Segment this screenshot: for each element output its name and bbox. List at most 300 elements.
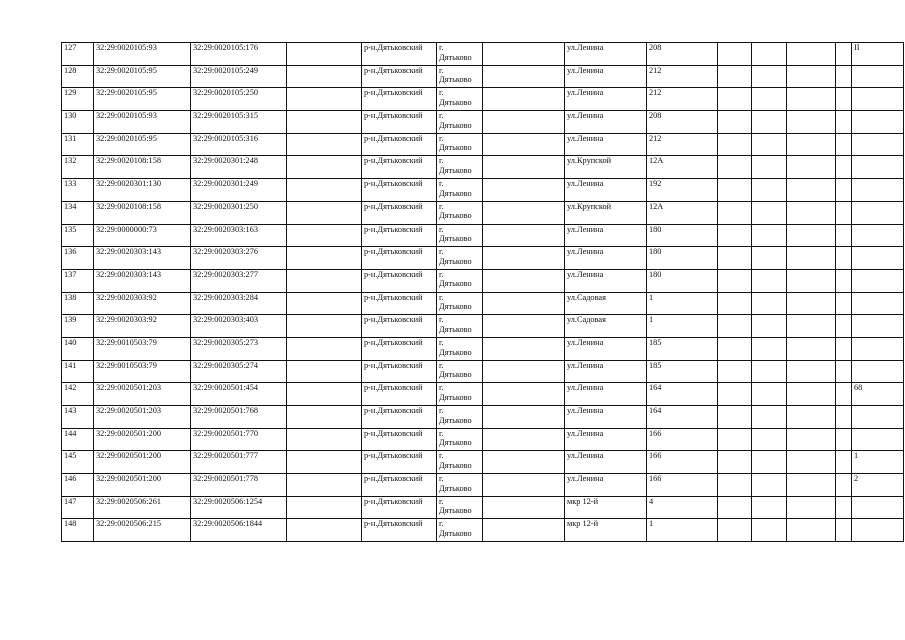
empty-cell <box>752 406 787 429</box>
table-row <box>62 406 904 429</box>
empty-cell <box>483 428 565 451</box>
house-number-cell: 192 <box>647 179 718 202</box>
empty-cell <box>836 179 852 202</box>
object-cadastral-number-cell: 32:29:0020301:249 <box>191 179 287 202</box>
empty-cell <box>718 474 752 497</box>
land-parcel-number-cell: 32:29:0020506:261 <box>94 496 191 519</box>
city-name: Дятьково <box>439 506 472 516</box>
empty-cell <box>836 451 852 474</box>
land-parcel-number-cell: 32:29:0020303:92 <box>94 315 191 338</box>
empty-cell <box>483 451 565 474</box>
city-name: Дятьково <box>439 188 472 198</box>
house-number-cell: 1 <box>647 292 718 315</box>
row-number-cell: 148 <box>62 519 94 542</box>
object-cadastral-number-cell: 32:29:0020303:276 <box>191 247 287 270</box>
empty-cell <box>718 43 752 66</box>
district-cell: р-н.Дятьковский <box>362 269 437 292</box>
object-cadastral-number-cell: 32:29:0020501:778 <box>191 474 287 497</box>
empty-cell <box>836 315 852 338</box>
empty-cell <box>718 315 752 338</box>
street-cell: ул.Ленина <box>565 88 647 111</box>
empty-cell <box>483 247 565 270</box>
city-cell <box>437 383 483 406</box>
land-parcel-number-cell: 32:29:0020506:215 <box>94 519 191 542</box>
row-number-cell: 131 <box>62 133 94 156</box>
empty-cell <box>718 496 752 519</box>
city-prefix: г. <box>439 224 444 234</box>
city-prefix: г. <box>439 474 444 484</box>
house-number-cell: 180 <box>647 224 718 247</box>
empty-cell <box>787 406 836 429</box>
house-number-cell: 208 <box>647 43 718 66</box>
house-number-cell: 12А <box>647 201 718 224</box>
empty-cell <box>836 156 852 179</box>
street-cell: ул.Ленина <box>565 247 647 270</box>
empty-cell <box>787 292 836 315</box>
empty-cell <box>836 133 852 156</box>
empty-cell <box>836 292 852 315</box>
empty-cell <box>718 451 752 474</box>
object-cadastral-number-cell: 32:29:0020301:248 <box>191 156 287 179</box>
empty-cell <box>287 292 362 315</box>
empty-cell <box>483 315 565 338</box>
district-cell: р-н.Дятьковский <box>362 451 437 474</box>
empty-cell <box>287 496 362 519</box>
empty-cell <box>787 156 836 179</box>
empty-cell <box>752 474 787 497</box>
district-cell: р-н.Дятьковский <box>362 224 437 247</box>
empty-cell <box>483 224 565 247</box>
table-row <box>62 315 904 338</box>
house-number-cell: 166 <box>647 474 718 497</box>
object-cadastral-number-cell: 32:29:0020105:250 <box>191 88 287 111</box>
table-row <box>62 496 904 519</box>
empty-cell <box>718 224 752 247</box>
city-prefix: г. <box>439 65 444 75</box>
district-cell: р-н.Дятьковский <box>362 383 437 406</box>
empty-cell <box>287 519 362 542</box>
district-cell: р-н.Дятьковский <box>362 519 437 542</box>
table-body <box>62 43 904 542</box>
empty-cell <box>483 65 565 88</box>
city-cell <box>437 451 483 474</box>
apartment-cell <box>852 496 904 519</box>
empty-cell <box>287 179 362 202</box>
table-row <box>62 224 904 247</box>
row-number-cell: 135 <box>62 224 94 247</box>
city-prefix: г. <box>439 292 444 302</box>
city-cell <box>437 201 483 224</box>
object-cadastral-number-cell: 32:29:0020303:284 <box>191 292 287 315</box>
apartment-cell <box>852 156 904 179</box>
city-name: Дятьково <box>439 347 472 357</box>
empty-cell <box>483 269 565 292</box>
district-cell: р-н.Дятьковский <box>362 337 437 360</box>
apartment-cell <box>852 88 904 111</box>
row-number-cell: 129 <box>62 88 94 111</box>
row-number-cell: 136 <box>62 247 94 270</box>
table-row <box>62 428 904 451</box>
cadastral-table <box>61 42 904 542</box>
empty-cell <box>287 156 362 179</box>
street-cell: мкр 12-й <box>565 496 647 519</box>
empty-cell <box>718 247 752 270</box>
apartment-cell: II <box>852 43 904 66</box>
street-cell: ул.Ленина <box>565 337 647 360</box>
empty-cell <box>836 337 852 360</box>
street-cell: ул.Ленина <box>565 360 647 383</box>
city-prefix: г. <box>439 156 444 166</box>
city-name: Дятьково <box>439 143 472 153</box>
empty-cell <box>836 111 852 134</box>
street-cell: ул.Ленина <box>565 224 647 247</box>
city-prefix: г. <box>439 428 444 438</box>
empty-cell <box>483 43 565 66</box>
row-number-cell: 132 <box>62 156 94 179</box>
empty-cell <box>787 43 836 66</box>
row-number-cell: 141 <box>62 360 94 383</box>
city-cell <box>437 111 483 134</box>
table-row <box>62 133 904 156</box>
house-number-cell: 212 <box>647 65 718 88</box>
empty-cell <box>752 88 787 111</box>
street-cell: ул.Крупской <box>565 156 647 179</box>
row-number-cell: 144 <box>62 428 94 451</box>
empty-cell <box>483 474 565 497</box>
house-number-cell: 1 <box>647 315 718 338</box>
object-cadastral-number-cell: 32:29:0020501:777 <box>191 451 287 474</box>
empty-cell <box>483 337 565 360</box>
city-cell <box>437 474 483 497</box>
table-row <box>62 43 904 66</box>
city-cell <box>437 43 483 66</box>
city-name: Дятьково <box>439 438 472 448</box>
empty-cell <box>718 383 752 406</box>
street-cell: ул.Ленина <box>565 451 647 474</box>
city-name: Дятьково <box>439 234 472 244</box>
empty-cell <box>787 360 836 383</box>
row-number-cell: 147 <box>62 496 94 519</box>
object-cadastral-number-cell: 32:29:0020105:249 <box>191 65 287 88</box>
cadastral-table-sheet <box>61 42 863 540</box>
city-cell <box>437 65 483 88</box>
empty-cell <box>752 65 787 88</box>
empty-cell <box>787 224 836 247</box>
city-cell <box>437 315 483 338</box>
object-cadastral-number-cell: 32:29:0020303:277 <box>191 269 287 292</box>
empty-cell <box>718 133 752 156</box>
empty-cell <box>836 383 852 406</box>
empty-cell <box>787 315 836 338</box>
district-cell: р-н.Дятьковский <box>362 428 437 451</box>
district-cell: р-н.Дятьковский <box>362 406 437 429</box>
empty-cell <box>483 383 565 406</box>
table-row <box>62 247 904 270</box>
street-cell: ул.Садовая <box>565 292 647 315</box>
house-number-cell: 166 <box>647 451 718 474</box>
empty-cell <box>752 337 787 360</box>
district-cell: р-н.Дятьковский <box>362 292 437 315</box>
apartment-cell <box>852 292 904 315</box>
city-cell <box>437 156 483 179</box>
empty-cell <box>483 111 565 134</box>
empty-cell <box>718 360 752 383</box>
city-prefix: г. <box>439 337 444 347</box>
object-cadastral-number-cell: 32:29:0020303:403 <box>191 315 287 338</box>
empty-cell <box>787 269 836 292</box>
empty-cell <box>718 428 752 451</box>
row-number-cell: 127 <box>62 43 94 66</box>
house-number-cell: 4 <box>647 496 718 519</box>
land-parcel-number-cell: 32:29:0020501:200 <box>94 451 191 474</box>
city-cell <box>437 247 483 270</box>
empty-cell <box>752 247 787 270</box>
apartment-cell <box>852 133 904 156</box>
apartment-cell: 2 <box>852 474 904 497</box>
empty-cell <box>787 133 836 156</box>
house-number-cell: 212 <box>647 88 718 111</box>
row-number-cell: 145 <box>62 451 94 474</box>
city-name: Дятьково <box>439 483 472 493</box>
land-parcel-number-cell: 32:29:0020501:200 <box>94 474 191 497</box>
empty-cell <box>287 201 362 224</box>
city-prefix: г. <box>439 496 444 506</box>
land-parcel-number-cell: 32:29:0020108:158 <box>94 156 191 179</box>
district-cell: р-н.Дятьковский <box>362 496 437 519</box>
row-number-cell: 137 <box>62 269 94 292</box>
district-cell: р-н.Дятьковский <box>362 179 437 202</box>
apartment-cell <box>852 269 904 292</box>
empty-cell <box>752 496 787 519</box>
city-name: Дятьково <box>439 52 472 62</box>
row-number-cell: 140 <box>62 337 94 360</box>
empty-cell <box>787 496 836 519</box>
empty-cell <box>752 111 787 134</box>
object-cadastral-number-cell: 32:29:0020301:250 <box>191 201 287 224</box>
street-cell: ул.Ленина <box>565 406 647 429</box>
empty-cell <box>483 88 565 111</box>
empty-cell <box>752 315 787 338</box>
empty-cell <box>752 428 787 451</box>
empty-cell <box>287 269 362 292</box>
empty-cell <box>836 496 852 519</box>
district-cell: р-н.Дятьковский <box>362 156 437 179</box>
house-number-cell: 185 <box>647 337 718 360</box>
empty-cell <box>836 201 852 224</box>
empty-cell <box>718 269 752 292</box>
city-prefix: г. <box>439 88 444 98</box>
apartment-cell <box>852 406 904 429</box>
row-number-cell: 143 <box>62 406 94 429</box>
empty-cell <box>787 519 836 542</box>
city-cell <box>437 179 483 202</box>
row-number-cell: 128 <box>62 65 94 88</box>
empty-cell <box>287 247 362 270</box>
house-number-cell: 12А <box>647 156 718 179</box>
empty-cell <box>752 360 787 383</box>
object-cadastral-number-cell: 32:29:0020501:454 <box>191 383 287 406</box>
object-cadastral-number-cell: 32:29:0020105:176 <box>191 43 287 66</box>
empty-cell <box>787 428 836 451</box>
empty-cell <box>752 43 787 66</box>
table-row <box>62 179 904 202</box>
empty-cell <box>787 201 836 224</box>
street-cell: ул.Ленина <box>565 179 647 202</box>
city-name: Дятьково <box>439 460 472 470</box>
empty-cell <box>287 474 362 497</box>
table-row <box>62 383 904 406</box>
empty-cell <box>483 406 565 429</box>
land-parcel-number-cell: 32:29:0020105:95 <box>94 88 191 111</box>
empty-cell <box>752 292 787 315</box>
apartment-cell <box>852 179 904 202</box>
city-cell <box>437 496 483 519</box>
object-cadastral-number-cell: 32:29:0020105:316 <box>191 133 287 156</box>
city-prefix: г. <box>439 133 444 143</box>
row-number-cell: 146 <box>62 474 94 497</box>
empty-cell <box>718 156 752 179</box>
empty-cell <box>752 383 787 406</box>
empty-cell <box>483 156 565 179</box>
empty-cell <box>752 201 787 224</box>
city-cell <box>437 292 483 315</box>
city-prefix: г. <box>439 111 444 121</box>
object-cadastral-number-cell: 32:29:0020506:1254 <box>191 496 287 519</box>
land-parcel-number-cell: 32:29:0020105:93 <box>94 111 191 134</box>
land-parcel-number-cell: 32:29:0000000:73 <box>94 224 191 247</box>
table-row <box>62 111 904 134</box>
empty-cell <box>836 360 852 383</box>
street-cell: ул.Крупской <box>565 201 647 224</box>
empty-cell <box>752 519 787 542</box>
district-cell: р-н.Дятьковский <box>362 43 437 66</box>
empty-cell <box>787 88 836 111</box>
empty-cell <box>752 269 787 292</box>
empty-cell <box>483 292 565 315</box>
land-parcel-number-cell: 32:29:0010503:79 <box>94 337 191 360</box>
city-name: Дятьково <box>439 415 472 425</box>
city-prefix: г. <box>439 43 444 52</box>
empty-cell <box>718 201 752 224</box>
house-number-cell: 164 <box>647 406 718 429</box>
table-row <box>62 337 904 360</box>
empty-cell <box>836 247 852 270</box>
city-name: Дятьково <box>439 256 472 266</box>
street-cell: мкр 12-й <box>565 519 647 542</box>
table-row <box>62 519 904 542</box>
street-cell: ул.Ленина <box>565 133 647 156</box>
empty-cell <box>787 247 836 270</box>
empty-cell <box>718 179 752 202</box>
city-prefix: г. <box>439 179 444 189</box>
empty-cell <box>483 179 565 202</box>
city-name: Дятьково <box>439 324 472 334</box>
city-name: Дятьково <box>439 370 472 380</box>
table-row <box>62 451 904 474</box>
empty-cell <box>836 428 852 451</box>
apartment-cell <box>852 65 904 88</box>
apartment-cell <box>852 315 904 338</box>
house-number-cell: 180 <box>647 247 718 270</box>
empty-cell <box>287 65 362 88</box>
empty-cell <box>287 383 362 406</box>
city-name: Дятьково <box>439 75 472 85</box>
street-cell: ул.Ленина <box>565 111 647 134</box>
city-prefix: г. <box>439 383 444 393</box>
land-parcel-number-cell: 32:29:0020303:143 <box>94 247 191 270</box>
empty-cell <box>287 406 362 429</box>
city-prefix: г. <box>439 247 444 257</box>
row-number-cell: 142 <box>62 383 94 406</box>
empty-cell <box>787 65 836 88</box>
city-name: Дятьково <box>439 392 472 402</box>
land-parcel-number-cell: 32:29:0020303:92 <box>94 292 191 315</box>
city-cell <box>437 269 483 292</box>
object-cadastral-number-cell: 32:29:0020303:163 <box>191 224 287 247</box>
district-cell: р-н.Дятьковский <box>362 111 437 134</box>
city-cell <box>437 88 483 111</box>
land-parcel-number-cell: 32:29:0010503:79 <box>94 360 191 383</box>
table-row <box>62 65 904 88</box>
apartment-cell <box>852 337 904 360</box>
apartment-cell: 1 <box>852 451 904 474</box>
empty-cell <box>483 519 565 542</box>
city-prefix: г. <box>439 269 444 279</box>
object-cadastral-number-cell: 32:29:0020305:274 <box>191 360 287 383</box>
empty-cell <box>287 88 362 111</box>
city-cell <box>437 337 483 360</box>
district-cell: р-н.Дятьковский <box>362 360 437 383</box>
table-row <box>62 360 904 383</box>
empty-cell <box>752 133 787 156</box>
object-cadastral-number-cell: 32:29:0020506:1844 <box>191 519 287 542</box>
empty-cell <box>718 406 752 429</box>
row-number-cell: 133 <box>62 179 94 202</box>
empty-cell <box>787 474 836 497</box>
row-number-cell: 130 <box>62 111 94 134</box>
empty-cell <box>287 360 362 383</box>
object-cadastral-number-cell: 32:29:0020501:768 <box>191 406 287 429</box>
empty-cell <box>287 451 362 474</box>
table-row <box>62 269 904 292</box>
city-prefix: г. <box>439 519 444 529</box>
table-row <box>62 88 904 111</box>
city-cell <box>437 224 483 247</box>
empty-cell <box>787 383 836 406</box>
empty-cell <box>287 428 362 451</box>
apartment-cell <box>852 428 904 451</box>
house-number-cell: 180 <box>647 269 718 292</box>
empty-cell <box>787 179 836 202</box>
empty-cell <box>718 292 752 315</box>
house-number-cell: 1 <box>647 519 718 542</box>
apartment-cell <box>852 201 904 224</box>
city-name: Дятьково <box>439 529 472 539</box>
empty-cell <box>787 451 836 474</box>
empty-cell <box>287 43 362 66</box>
house-number-cell: 212 <box>647 133 718 156</box>
land-parcel-number-cell: 32:29:0020501:203 <box>94 383 191 406</box>
city-name: Дятьково <box>439 166 472 176</box>
empty-cell <box>836 474 852 497</box>
empty-cell <box>287 133 362 156</box>
city-prefix: г. <box>439 201 444 211</box>
row-number-cell: 138 <box>62 292 94 315</box>
empty-cell <box>787 111 836 134</box>
table-row <box>62 156 904 179</box>
object-cadastral-number-cell: 32:29:0020105:315 <box>191 111 287 134</box>
land-parcel-number-cell: 32:29:0020105:95 <box>94 65 191 88</box>
